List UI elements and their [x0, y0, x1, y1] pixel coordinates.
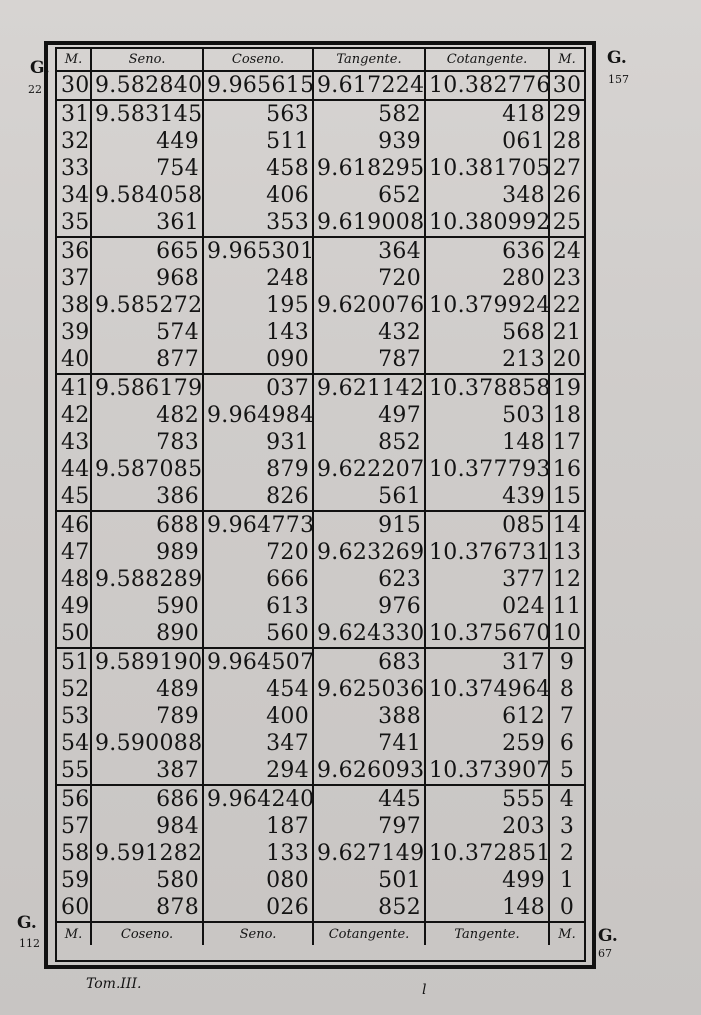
footer-coseno: Coseno.: [91, 922, 203, 945]
cell-tangente: 497: [313, 402, 425, 429]
cell-minutes-left: 36: [57, 237, 91, 265]
cell-cotangente: 636: [425, 237, 549, 265]
cell-seno: 449: [91, 128, 203, 155]
cell-minutes-right: 7: [549, 703, 584, 730]
cell-tangente: 652: [313, 182, 425, 209]
cell-coseno: 511: [203, 128, 313, 155]
cell-seno: 9.590088: [91, 730, 203, 757]
cell-minutes-right: 5: [549, 757, 584, 785]
table-row: [57, 292, 584, 319]
cell-cotangente: 499: [425, 867, 549, 894]
cell-minutes-left: 50: [61, 621, 90, 646]
cell-minutes-right: 26: [549, 182, 584, 209]
cell-seno: 9.589190: [91, 648, 203, 676]
cell-seno: 9.586179: [91, 374, 203, 402]
cell-minutes-left: 38: [61, 293, 90, 318]
cell-tangente: 9.619008: [313, 209, 425, 237]
cell-minutes-left: 49: [61, 594, 90, 619]
cell-minutes-right: 2: [549, 840, 584, 867]
cell-cotangente: 10.378858: [425, 374, 549, 402]
cell-tangente: 720: [313, 265, 425, 292]
cell-seno: 754: [91, 155, 203, 182]
cell-tangente: 388: [313, 703, 425, 730]
cell-seno: 387: [91, 757, 203, 785]
cell-minutes-right: 9: [549, 648, 584, 676]
margin-degree-top-right-value: 157: [608, 73, 629, 86]
cell-cotangente: 10.382776: [425, 71, 549, 100]
cell-minutes-right: 6: [549, 730, 584, 757]
cell-minutes-left: 34: [61, 183, 90, 208]
cell-minutes-right: 23: [549, 265, 584, 292]
cell-minutes-right: 29: [549, 100, 584, 128]
cell-tangente: 976: [313, 593, 425, 620]
table-row: [57, 757, 584, 785]
header-cotangente: Cotangente.: [425, 49, 549, 71]
cell-minutes-left: 33: [61, 156, 90, 181]
cell-seno: 590: [91, 593, 203, 620]
table-row: [57, 785, 584, 813]
cell-tangente: 797: [313, 813, 425, 840]
cell-coseno: 458: [203, 155, 313, 182]
table-row: [57, 155, 584, 182]
cell-seno: 984: [91, 813, 203, 840]
table-row: [57, 209, 584, 237]
cell-coseno: 720: [203, 539, 313, 566]
cell-tangente: 9.621142: [313, 374, 425, 402]
cell-coseno: 9.964240: [203, 785, 313, 813]
cell-minutes-right: 24: [549, 237, 584, 265]
cell-seno: 489: [91, 676, 203, 703]
cell-minutes-left: 40: [61, 347, 90, 372]
margin-degree-top-right: G.: [607, 48, 627, 68]
table-row: [57, 182, 584, 209]
table-row: [57, 265, 584, 292]
cell-coseno: 294: [203, 757, 313, 785]
cell-minutes-left: 51: [57, 648, 91, 676]
header-tangente: Tangente.: [313, 49, 425, 71]
table-row: [57, 456, 584, 483]
table-row: [57, 840, 584, 867]
cell-coseno: 400: [203, 703, 313, 730]
cell-seno: 878: [91, 894, 203, 922]
table-row: [57, 813, 584, 840]
cell-coseno: 826: [203, 483, 313, 511]
cell-minutes-left: 52: [61, 677, 90, 702]
cell-cotangente: 213: [425, 346, 549, 374]
cell-tangente: 623: [313, 566, 425, 593]
cell-tangente: 561: [313, 483, 425, 511]
cell-minutes-right: 15: [549, 483, 584, 511]
cell-cotangente: 10.377793: [425, 456, 549, 483]
margin-degree-top-left-value: 22: [28, 83, 42, 96]
cell-coseno: 026: [203, 894, 313, 922]
cell-coseno: 9.964773: [203, 511, 313, 539]
signature-mark: l: [422, 982, 427, 998]
table-row: [57, 620, 584, 648]
header-minutes-right: M.: [549, 49, 584, 71]
cell-minutes-left: 58: [61, 841, 90, 866]
cell-coseno: 666: [203, 566, 313, 593]
cell-cotangente: 10.380992: [425, 209, 549, 237]
footer-row: [57, 922, 584, 945]
table-row: [57, 894, 584, 922]
cell-coseno: 133: [203, 840, 313, 867]
cell-coseno: 9.965615: [203, 71, 313, 100]
cell-cotangente: 418: [425, 100, 549, 128]
cell-minutes-left: 60: [61, 895, 90, 920]
cell-tangente: 9.618295: [313, 155, 425, 182]
cell-cotangente: 148: [425, 894, 549, 922]
cell-minutes-right: 3: [549, 813, 584, 840]
cell-tangente: 501: [313, 867, 425, 894]
footer-seno: Seno.: [203, 922, 313, 945]
cell-minutes-right: 27: [549, 155, 584, 182]
cell-minutes-left: 43: [61, 430, 90, 455]
cell-coseno: 560: [203, 620, 313, 648]
footer-cotangente: Cotangente.: [313, 922, 425, 945]
margin-degree-bottom-right-value: 67: [598, 947, 612, 960]
cell-coseno: 406: [203, 182, 313, 209]
cell-cotangente: 280: [425, 265, 549, 292]
table-row: [57, 867, 584, 894]
table-row: [57, 374, 584, 402]
cell-tangente: 9.627149: [313, 840, 425, 867]
cell-tangente: 445: [313, 785, 425, 813]
cell-cotangente: 377: [425, 566, 549, 593]
cell-seno: 9.583145: [91, 100, 203, 128]
cell-tangente: 852: [313, 894, 425, 922]
cell-minutes-right: 10: [549, 620, 584, 648]
cell-tangente: 683: [313, 648, 425, 676]
cell-coseno: 143: [203, 319, 313, 346]
cell-tangente: 9.626093: [313, 757, 425, 785]
cell-cotangente: 203: [425, 813, 549, 840]
cell-seno: 482: [91, 402, 203, 429]
cell-seno: 686: [91, 785, 203, 813]
cell-tangente: 9.620076: [313, 292, 425, 319]
table-row: [57, 593, 584, 620]
margin-degree-bottom-left-value: 112: [19, 937, 40, 950]
cell-minutes-left: 32: [61, 129, 90, 154]
cell-tangente: 582: [313, 100, 425, 128]
table-row: [57, 402, 584, 429]
cell-minutes-right: 28: [549, 128, 584, 155]
trig-table-container: [57, 49, 584, 945]
cell-minutes-right: 12: [549, 566, 584, 593]
table-row: [57, 648, 584, 676]
cell-seno: 9.585272: [91, 292, 203, 319]
cell-coseno: 347: [203, 730, 313, 757]
table-row: [57, 511, 584, 539]
cell-seno: 789: [91, 703, 203, 730]
cell-tangente: 9.625036: [313, 676, 425, 703]
margin-degree-bottom-left: G.: [17, 913, 37, 933]
cell-minutes-left: 48: [61, 567, 90, 592]
cell-cotangente: 061: [425, 128, 549, 155]
cell-coseno: 248: [203, 265, 313, 292]
cell-minutes-left: 37: [61, 266, 90, 291]
cell-seno: 361: [91, 209, 203, 237]
cell-seno: 9.591282: [91, 840, 203, 867]
table-row: [57, 730, 584, 757]
cell-coseno: 090: [203, 346, 313, 374]
cell-minutes-right: 14: [549, 511, 584, 539]
cell-cotangente: 10.379924: [425, 292, 549, 319]
cell-tangente: 9.622207: [313, 456, 425, 483]
header-minutes-left: M.: [57, 49, 91, 71]
cell-coseno: 353: [203, 209, 313, 237]
margin-degree-top-left: G.: [30, 58, 50, 78]
cell-seno: 665: [91, 237, 203, 265]
table-row: [57, 703, 584, 730]
cell-minutes-left: 55: [61, 758, 90, 783]
cell-tangente: 787: [313, 346, 425, 374]
cell-tangente: 9.624330: [313, 620, 425, 648]
cell-tangente: 9.623269: [313, 539, 425, 566]
cell-cotangente: 085: [425, 511, 549, 539]
table-row: [57, 71, 584, 100]
cell-minutes-left: 31: [57, 100, 91, 128]
header-seno: Seno.: [91, 49, 203, 71]
cell-minutes-right: 25: [549, 209, 584, 237]
table-row: [57, 429, 584, 456]
cell-minutes-right: 17: [549, 429, 584, 456]
cell-cotangente: 10.376731: [425, 539, 549, 566]
cell-minutes-left: 46: [57, 511, 91, 539]
cell-cotangente: 259: [425, 730, 549, 757]
cell-minutes-left: 35: [61, 210, 90, 235]
cell-seno: 9.582840: [91, 71, 203, 100]
cell-cotangente: 10.372851: [425, 840, 549, 867]
cell-cotangente: 555: [425, 785, 549, 813]
table-row: [57, 346, 584, 374]
cell-tangente: 852: [313, 429, 425, 456]
cell-minutes-left: 53: [61, 704, 90, 729]
cell-coseno: 613: [203, 593, 313, 620]
table-row: [57, 128, 584, 155]
cell-minutes-left: 42: [61, 403, 90, 428]
cell-cotangente: 148: [425, 429, 549, 456]
cell-tangente: 741: [313, 730, 425, 757]
cell-minutes-left: 41: [57, 374, 91, 402]
table-row: [57, 483, 584, 511]
cell-coseno: 563: [203, 100, 313, 128]
cell-tangente: 364: [313, 237, 425, 265]
cell-minutes-left: 47: [61, 540, 90, 565]
cell-minutes-right: 20: [549, 346, 584, 374]
table-row: [57, 319, 584, 346]
footer-minutes-left: M.: [57, 922, 91, 945]
cell-seno: 688: [91, 511, 203, 539]
cell-minutes-left: 59: [61, 868, 90, 893]
cell-cotangente: 10.374964: [425, 676, 549, 703]
cell-tangente: 9.617224: [313, 71, 425, 100]
cell-seno: 9.584058: [91, 182, 203, 209]
cell-tangente: 939: [313, 128, 425, 155]
cell-minutes-left: 56: [57, 785, 91, 813]
cell-seno: 9.587085: [91, 456, 203, 483]
cell-tangente: 915: [313, 511, 425, 539]
cell-minutes-right: 22: [549, 292, 584, 319]
cell-minutes-right: 0: [549, 894, 584, 922]
cell-cotangente: 10.381705: [425, 155, 549, 182]
cell-seno: 580: [91, 867, 203, 894]
cell-cotangente: 503: [425, 402, 549, 429]
table-row: [57, 566, 584, 593]
cell-tangente: 432: [313, 319, 425, 346]
cell-coseno: 9.965301: [203, 237, 313, 265]
cell-cotangente: 10.375670: [425, 620, 549, 648]
cell-minutes-left: 45: [61, 484, 90, 509]
cell-minutes-left: 57: [61, 814, 90, 839]
volume-label: Tom.III.: [86, 976, 142, 992]
cell-minutes-right: 19: [549, 374, 584, 402]
cell-minutes-right: 16: [549, 456, 584, 483]
margin-degree-bottom-right: G.: [598, 926, 618, 946]
cell-minutes-right: 21: [549, 319, 584, 346]
cell-minutes-right: 13: [549, 539, 584, 566]
cell-cotangente: 439: [425, 483, 549, 511]
cell-minutes-right: 30: [549, 71, 584, 100]
cell-coseno: 187: [203, 813, 313, 840]
cell-seno: 9.588289: [91, 566, 203, 593]
cell-coseno: 9.964507: [203, 648, 313, 676]
cell-minutes-right: 4: [549, 785, 584, 813]
cell-cotangente: 568: [425, 319, 549, 346]
cell-coseno: 080: [203, 867, 313, 894]
cell-coseno: 931: [203, 429, 313, 456]
cell-minutes-right: 1: [549, 867, 584, 894]
cell-minutes-left: 54: [61, 731, 90, 756]
header-row: [57, 49, 584, 71]
cell-minutes-right: 18: [549, 402, 584, 429]
cell-coseno: 037: [203, 374, 313, 402]
cell-cotangente: 024: [425, 593, 549, 620]
header-coseno: Coseno.: [203, 49, 313, 71]
cell-minutes-left: 30: [61, 73, 90, 98]
cell-seno: 890: [91, 620, 203, 648]
cell-seno: 386: [91, 483, 203, 511]
cell-coseno: 195: [203, 292, 313, 319]
cell-coseno: 9.964984: [203, 402, 313, 429]
cell-minutes-right: 11: [549, 593, 584, 620]
cell-minutes-left: 44: [61, 457, 90, 482]
cell-cotangente: 612: [425, 703, 549, 730]
cell-seno: 783: [91, 429, 203, 456]
cell-minutes-right: 8: [549, 676, 584, 703]
cell-seno: 989: [91, 539, 203, 566]
trig-log-table: [57, 49, 584, 945]
cell-seno: 877: [91, 346, 203, 374]
footer-minutes-right: M.: [549, 922, 584, 945]
footer-tangente: Tangente.: [425, 922, 549, 945]
cell-seno: 574: [91, 319, 203, 346]
cell-coseno: 879: [203, 456, 313, 483]
cell-coseno: 454: [203, 676, 313, 703]
cell-cotangente: 348: [425, 182, 549, 209]
cell-seno: 968: [91, 265, 203, 292]
table-row: [57, 100, 584, 128]
table-row: [57, 237, 584, 265]
cell-minutes-left: 39: [61, 320, 90, 345]
cell-cotangente: 10.373907: [425, 757, 549, 785]
table-row: [57, 539, 584, 566]
cell-cotangente: 317: [425, 648, 549, 676]
table-row: [57, 676, 584, 703]
